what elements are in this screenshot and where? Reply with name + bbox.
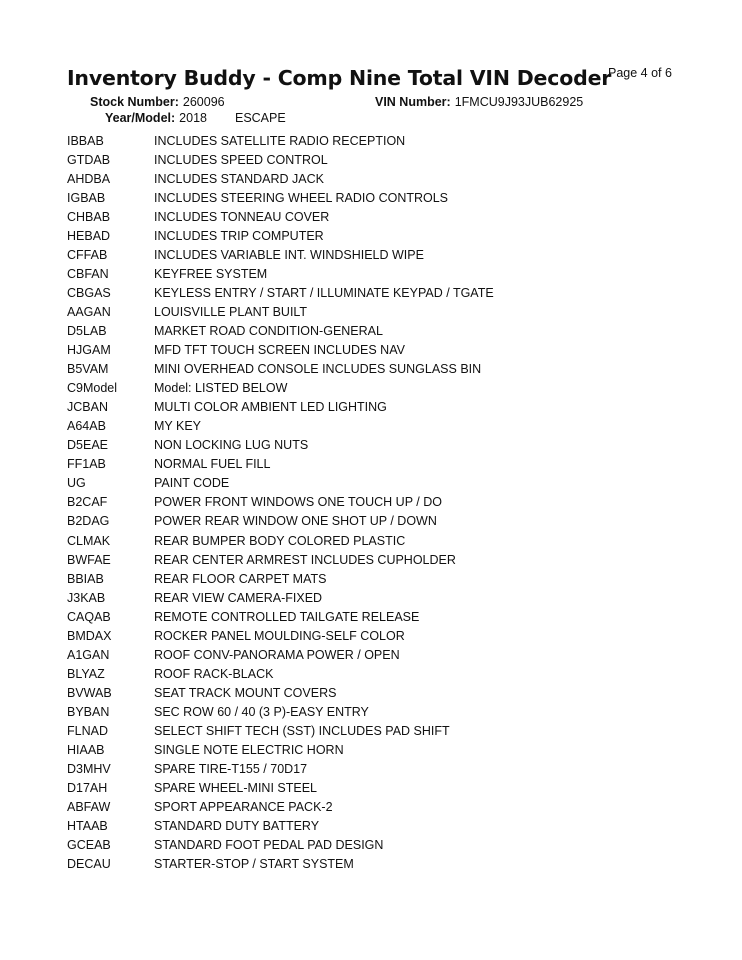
- option-description: INCLUDES STEERING WHEEL RADIO CONTROLS: [154, 190, 449, 205]
- option-code: AHDBA: [67, 171, 111, 186]
- option-code-row: [67, 474, 687, 493]
- option-code: GTDAB: [67, 152, 111, 167]
- option-description: ROOF RACK-BLACK: [154, 666, 274, 681]
- option-description: SEC ROW 60 / 40 (3 P)-EASY ENTRY: [154, 704, 369, 719]
- vin-number-label: VIN Number:: [375, 95, 451, 109]
- option-code-row: [67, 531, 687, 550]
- option-code: J3KAB: [67, 590, 106, 605]
- option-code-row: [67, 855, 687, 874]
- option-code-row: [67, 817, 687, 836]
- option-code-row: [67, 245, 687, 264]
- option-code-list: [67, 131, 687, 874]
- option-code: HEBAD: [67, 228, 111, 243]
- option-description: PAINT CODE: [154, 476, 230, 491]
- option-code: ABFAW: [67, 800, 111, 815]
- option-description: INCLUDES VARIABLE INT. WINDSHIELD WIPE: [154, 247, 424, 262]
- option-description: KEYFREE SYSTEM: [154, 266, 268, 281]
- model-value: ESCAPE: [234, 111, 286, 125]
- option-description: REAR VIEW CAMERA-FIXED: [154, 590, 323, 605]
- option-code: HTAAB: [67, 819, 108, 834]
- option-code: FF1AB: [67, 457, 106, 472]
- option-code-row: [67, 283, 687, 302]
- option-code: CLMAK: [67, 533, 111, 548]
- option-description: INCLUDES SATELLITE RADIO RECEPTION: [154, 133, 406, 148]
- option-description: POWER REAR WINDOW ONE SHOT UP / DOWN: [154, 514, 437, 529]
- option-description: NORMAL FUEL FILL: [154, 457, 271, 472]
- option-code: IGBAB: [67, 190, 106, 205]
- option-code-row: [67, 417, 687, 436]
- option-description: ROCKER PANEL MOULDING-SELF COLOR: [154, 628, 405, 643]
- option-code-row: [67, 207, 687, 226]
- option-code: D3MHV: [67, 762, 111, 777]
- option-description: STANDARD DUTY BATTERY: [154, 819, 320, 834]
- option-code-row: [67, 455, 687, 474]
- option-code: BLYAZ: [67, 666, 105, 681]
- option-code-row: [67, 150, 687, 169]
- option-code: BVWAB: [67, 685, 112, 700]
- option-description: MFD TFT TOUCH SCREEN INCLUDES NAV: [154, 343, 405, 358]
- year-model-field: [105, 110, 286, 126]
- option-code-row: [67, 569, 687, 588]
- option-code: C9Model: [67, 381, 118, 396]
- option-code-row: [67, 683, 687, 702]
- option-code-row: [67, 588, 687, 607]
- option-code-row: [67, 360, 687, 379]
- option-code: IBBAB: [67, 133, 104, 148]
- option-code: CFFAB: [67, 247, 108, 262]
- option-description: SPARE TIRE-T155 / 70D17: [154, 762, 308, 777]
- page-number: Page 4 of 6: [608, 66, 672, 80]
- option-code: CAQAB: [67, 609, 111, 624]
- option-code-row: [67, 436, 687, 455]
- option-description: REAR CENTER ARMREST INCLUDES CUPHOLDER: [154, 552, 456, 567]
- option-code-row: [67, 626, 687, 645]
- option-code: HIAAB: [67, 743, 105, 758]
- option-description: MULTI COLOR AMBIENT LED LIGHTING: [154, 400, 387, 415]
- option-description: INCLUDES SPEED CONTROL: [154, 152, 328, 167]
- option-code-row: [67, 341, 687, 360]
- option-description: MINI OVERHEAD CONSOLE INCLUDES SUNGLASS BIN: [154, 362, 482, 377]
- option-code-row: [67, 321, 687, 340]
- option-code-row: [67, 760, 687, 779]
- option-code: D17AH: [67, 781, 108, 796]
- year-model-label: Year/Model:: [105, 111, 176, 125]
- option-description: REMOTE CONTROLLED TAILGATE RELEASE: [154, 609, 420, 624]
- option-code-row: [67, 550, 687, 569]
- option-code: DECAU: [67, 857, 111, 872]
- option-code-row: [67, 169, 687, 188]
- option-code: D5LAB: [67, 323, 107, 338]
- option-description: MY KEY: [154, 419, 202, 434]
- option-code-row: [67, 721, 687, 740]
- option-code: CHBAB: [67, 209, 111, 224]
- option-description: INCLUDES STANDARD JACK: [154, 171, 324, 186]
- option-code-row: [67, 645, 687, 664]
- option-code-row: [67, 226, 687, 245]
- option-code: BBIAB: [67, 571, 104, 586]
- option-code: CBFAN: [67, 266, 109, 281]
- option-code-row: [67, 493, 687, 512]
- option-code: UG: [67, 476, 86, 491]
- option-code: BYBAN: [67, 704, 110, 719]
- option-description: SINGLE NOTE ELECTRIC HORN: [154, 743, 344, 758]
- option-description: Model: LISTED BELOW: [154, 381, 288, 396]
- option-description: SELECT SHIFT TECH (SST) INCLUDES PAD SHIFT: [154, 723, 450, 738]
- option-code: A1GAN: [67, 647, 110, 662]
- option-code: CBGAS: [67, 285, 111, 300]
- option-description: INCLUDES TRIP COMPUTER: [154, 228, 324, 243]
- option-description: REAR FLOOR CARPET MATS: [154, 571, 327, 586]
- option-code-row: [67, 836, 687, 855]
- option-description: INCLUDES TONNEAU COVER: [154, 209, 330, 224]
- option-code-row: [67, 512, 687, 531]
- option-code: BMDAX: [67, 628, 112, 643]
- option-code-row: [67, 607, 687, 626]
- option-code-row: [67, 188, 687, 207]
- document-title: Inventory Buddy - Comp Nine Total VIN Decoder: [67, 66, 612, 90]
- option-code: JCBAN: [67, 400, 108, 415]
- option-code-row: [67, 779, 687, 798]
- option-code: B5VAM: [67, 362, 109, 377]
- option-code-row: [67, 264, 687, 283]
- option-code: GCEAB: [67, 838, 111, 853]
- vin-number-field: [375, 94, 583, 110]
- option-description: STARTER-STOP / START SYSTEM: [154, 857, 354, 872]
- vin-number-value: 1FMCU9J93JUB62925: [454, 95, 584, 109]
- option-code: BWFAE: [67, 552, 111, 567]
- option-code: D5EAE: [67, 438, 108, 453]
- option-description: SPORT APPEARANCE PACK-2: [154, 800, 333, 815]
- option-code-row: [67, 702, 687, 721]
- option-description: MARKET ROAD CONDITION-GENERAL: [154, 323, 383, 338]
- option-code-row: [67, 798, 687, 817]
- option-code: B2CAF: [67, 495, 108, 510]
- option-description: SPARE WHEEL-MINI STEEL: [154, 781, 317, 796]
- option-code-row: [67, 379, 687, 398]
- option-code-row: [67, 302, 687, 321]
- option-code: HJGAM: [67, 343, 111, 358]
- option-description: LOUISVILLE PLANT BUILT: [154, 304, 308, 319]
- option-description: NON LOCKING LUG NUTS: [154, 438, 309, 453]
- option-description: ROOF CONV-PANORAMA POWER / OPEN: [154, 647, 400, 662]
- option-code-row: [67, 664, 687, 683]
- option-description: POWER FRONT WINDOWS ONE TOUCH UP / DO: [154, 495, 442, 510]
- option-code: FLNAD: [67, 723, 108, 738]
- year-value: 2018: [179, 111, 207, 125]
- option-code: AAGAN: [67, 304, 111, 319]
- option-code-row: [67, 741, 687, 760]
- option-code-row: [67, 131, 687, 150]
- option-code: B2DAG: [67, 514, 110, 529]
- stock-number-field: [90, 94, 225, 110]
- option-description: KEYLESS ENTRY / START / ILLUMINATE KEYPAD / TGATE: [154, 285, 494, 300]
- option-description: SEAT TRACK MOUNT COVERS: [154, 685, 337, 700]
- option-code: A64AB: [67, 419, 106, 434]
- option-description: REAR BUMPER BODY COLORED PLASTIC: [154, 533, 406, 548]
- option-code-row: [67, 398, 687, 417]
- stock-number-value: 260096: [182, 95, 225, 109]
- option-description: STANDARD FOOT PEDAL PAD DESIGN: [154, 838, 384, 853]
- stock-number-label: Stock Number:: [90, 95, 179, 109]
